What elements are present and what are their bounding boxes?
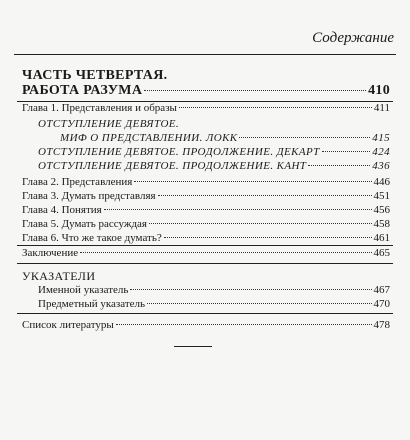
page-number: 411 xyxy=(373,102,390,114)
entry-label: Глава 2. Представления xyxy=(22,176,133,188)
toc-entry-chapter-1 xyxy=(22,102,390,114)
toc-entry-literature xyxy=(22,319,390,331)
toc-entry-index-subjects xyxy=(38,298,390,310)
leader-dots xyxy=(239,136,370,138)
toc-entry-index-names xyxy=(38,284,390,296)
leader-dots xyxy=(104,208,372,210)
leader-dots xyxy=(179,106,372,108)
divider xyxy=(17,245,393,246)
page-number: 446 xyxy=(373,176,390,188)
leader-dots xyxy=(158,194,372,196)
entry-label: Заключение xyxy=(22,247,79,259)
toc-entry-chapter-5 xyxy=(22,218,390,230)
leader-dots xyxy=(147,302,371,304)
entry-label: ОТСТУПЛЕНИЕ ДЕВЯТОЕ. ПРОДОЛЖЕНИЕ. КАНТ xyxy=(38,160,307,172)
leader-dots xyxy=(144,89,366,91)
toc-entry-chapter-3 xyxy=(22,190,390,202)
page-number: 467 xyxy=(373,284,390,296)
page-number: 424 xyxy=(372,146,390,158)
entry-label: Список литературы xyxy=(22,319,114,331)
part-title-line1: ЧАСТЬ ЧЕТВЕРТАЯ. xyxy=(22,68,168,83)
leader-dots xyxy=(149,222,372,224)
page-number: 461 xyxy=(373,232,390,244)
indexes-heading: УКАЗАТЕЛИ xyxy=(22,269,96,283)
page-number: 470 xyxy=(373,298,390,310)
entry-label: Глава 6. Что же такое думать? xyxy=(22,232,162,244)
page-number: 415 xyxy=(372,132,390,144)
digression-1-line1: ОТСТУПЛЕНИЕ ДЕВЯТОЕ. xyxy=(38,118,180,130)
entry-label: Глава 3. Думать представляя xyxy=(22,190,156,202)
toc-entry-chapter-4 xyxy=(22,204,390,216)
divider xyxy=(17,313,393,314)
toc-entry-digression-1 xyxy=(60,132,390,144)
entry-label: ОТСТУПЛЕНИЕ ДЕВЯТОЕ. ПРОДОЛЖЕНИЕ. ДЕКАРТ xyxy=(38,146,320,158)
toc-entry-chapter-6 xyxy=(22,232,390,244)
leader-dots xyxy=(322,150,371,152)
entry-label: Именной указатель xyxy=(38,284,129,296)
leader-dots xyxy=(130,288,371,290)
page-number: 456 xyxy=(373,204,390,216)
toc-entry-part xyxy=(22,83,390,99)
leader-dots xyxy=(164,236,372,238)
leader-dots xyxy=(134,180,371,182)
entry-label: Предметный указатель xyxy=(38,298,146,310)
leader-dots xyxy=(116,323,372,325)
page-number: 436 xyxy=(372,160,390,172)
entry-label: Глава 5. Думать рассуждая xyxy=(22,218,147,230)
divider xyxy=(17,263,393,264)
toc-entry-digression-2 xyxy=(38,146,390,158)
page-number: 451 xyxy=(373,190,390,202)
toc-entry-digression-3 xyxy=(38,160,390,172)
entry-label: МИФ О ПРЕДСТАВЛЕНИИ. ЛОКК xyxy=(60,132,238,144)
leader-dots xyxy=(80,251,371,253)
header-title: Содержание xyxy=(312,30,394,46)
running-header xyxy=(14,30,396,55)
leader-dots xyxy=(308,164,370,166)
page-number: 410 xyxy=(368,83,390,98)
page-number: 478 xyxy=(373,319,390,331)
entry-label: Глава 4. Понятия xyxy=(22,204,102,216)
part-title-line2: РАБОТА РАЗУМА xyxy=(22,83,143,98)
entry-label: Глава 1. Представления и образы xyxy=(22,102,177,114)
end-rule xyxy=(174,346,212,347)
toc-entry-conclusion xyxy=(22,247,390,259)
page-number: 465 xyxy=(373,247,390,259)
page-number: 458 xyxy=(373,218,390,230)
toc-entry-chapter-2 xyxy=(22,176,390,188)
